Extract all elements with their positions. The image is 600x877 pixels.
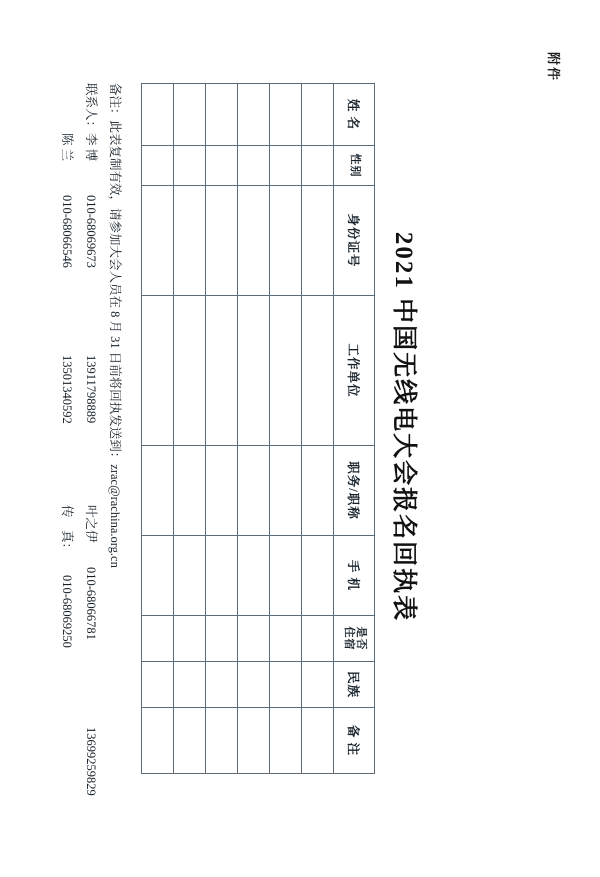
contact-name: 李 博 bbox=[84, 133, 99, 162]
cell-gender[interactable] bbox=[270, 146, 302, 186]
cell-accommodation[interactable] bbox=[270, 616, 302, 662]
column-header-accommodation-line2: 住宿 bbox=[343, 626, 355, 651]
cell-gender[interactable] bbox=[302, 146, 334, 186]
contact-item bbox=[55, 133, 79, 505]
cell-name[interactable] bbox=[142, 84, 174, 146]
cell-accommodation[interactable] bbox=[142, 616, 174, 662]
table-row[interactable] bbox=[270, 84, 302, 774]
cell-work-unit[interactable] bbox=[302, 296, 334, 446]
cell-remark[interactable] bbox=[238, 708, 270, 774]
contact-block bbox=[55, 83, 103, 796]
column-header-name: 姓 名 bbox=[334, 84, 375, 146]
cell-accommodation[interactable] bbox=[302, 616, 334, 662]
remark-text: 此表复制有效，请参加大会人员在 8 月 31 日前将回执发送到：zrac@rachina.org.cn bbox=[108, 120, 122, 568]
cell-gender[interactable] bbox=[238, 146, 270, 186]
table-row[interactable] bbox=[238, 84, 270, 774]
table-row[interactable] bbox=[142, 84, 174, 774]
cell-id-number[interactable] bbox=[206, 186, 238, 296]
cell-gender[interactable] bbox=[206, 146, 238, 186]
contact-name: 叶之伊 bbox=[84, 505, 99, 543]
cell-mobile[interactable] bbox=[270, 536, 302, 616]
column-header-mobile: 手 机 bbox=[334, 536, 375, 616]
contact-mobile: 13699259829 bbox=[84, 727, 99, 796]
contact-name: 陈 兰 bbox=[60, 133, 75, 162]
cell-title[interactable] bbox=[174, 446, 206, 536]
column-header-remark: 备 注 bbox=[334, 708, 375, 774]
cell-work-unit[interactable] bbox=[142, 296, 174, 446]
column-header-id-number: 身份证号 bbox=[334, 186, 375, 296]
cell-mobile[interactable] bbox=[206, 536, 238, 616]
fax-number: 010-68069250 bbox=[60, 575, 75, 648]
contact-telephone: 010-68069673 bbox=[84, 195, 99, 268]
cell-mobile[interactable] bbox=[174, 536, 206, 616]
column-header-work-unit: 工作单位 bbox=[334, 296, 375, 446]
cell-work-unit[interactable] bbox=[174, 296, 206, 446]
contact-telephone: 010-68066781 bbox=[84, 567, 99, 640]
page-title: 2021 中国无线电大会报名回执表 bbox=[390, 231, 417, 623]
column-header-gender bbox=[334, 146, 375, 186]
cell-id-number[interactable] bbox=[270, 186, 302, 296]
cell-title[interactable] bbox=[206, 446, 238, 536]
cell-accommodation[interactable] bbox=[238, 616, 270, 662]
cell-work-unit[interactable] bbox=[238, 296, 270, 446]
table-body bbox=[142, 84, 334, 774]
cell-gender[interactable] bbox=[142, 146, 174, 186]
cell-gender[interactable] bbox=[174, 146, 206, 186]
table-header-row bbox=[334, 84, 375, 774]
fax-item bbox=[55, 505, 79, 877]
cell-ethnicity[interactable] bbox=[270, 662, 302, 708]
cell-name[interactable] bbox=[174, 84, 206, 146]
cell-id-number[interactable] bbox=[142, 186, 174, 296]
cell-id-number[interactable] bbox=[238, 186, 270, 296]
remark-label: 备注： bbox=[108, 83, 122, 121]
cell-remark[interactable] bbox=[174, 708, 206, 774]
cell-ethnicity[interactable] bbox=[206, 662, 238, 708]
cell-ethnicity[interactable] bbox=[174, 662, 206, 708]
cell-ethnicity[interactable] bbox=[302, 662, 334, 708]
cell-mobile[interactable] bbox=[238, 536, 270, 616]
column-header-gender-line1: 性别 bbox=[348, 153, 361, 178]
cell-remark[interactable] bbox=[206, 708, 238, 774]
cell-work-unit[interactable] bbox=[206, 296, 238, 446]
cell-remark[interactable] bbox=[270, 708, 302, 774]
fax-label: 传 真： bbox=[60, 505, 75, 556]
secondary-contact-column bbox=[55, 505, 103, 877]
column-header-accommodation bbox=[334, 616, 375, 662]
cell-title[interactable] bbox=[270, 446, 302, 536]
column-header-accommodation-line1: 是否 bbox=[354, 626, 367, 651]
contact-mobile: 13501340592 bbox=[60, 355, 75, 424]
cell-id-number[interactable] bbox=[302, 186, 334, 296]
contact-item bbox=[79, 505, 103, 877]
column-header-ethnicity: 民族 bbox=[334, 662, 375, 708]
registration-table bbox=[141, 83, 375, 774]
cell-name[interactable] bbox=[238, 84, 270, 146]
contact-telephone: 010-68066546 bbox=[60, 195, 75, 268]
cell-title[interactable] bbox=[302, 446, 334, 536]
cell-ethnicity[interactable] bbox=[238, 662, 270, 708]
cell-id-number[interactable] bbox=[174, 186, 206, 296]
table-row[interactable] bbox=[302, 84, 334, 774]
cell-accommodation[interactable] bbox=[174, 616, 206, 662]
footer-notes bbox=[55, 83, 126, 796]
cell-ethnicity[interactable] bbox=[142, 662, 174, 708]
cell-work-unit[interactable] bbox=[270, 296, 302, 446]
cell-name[interactable] bbox=[302, 84, 334, 146]
cell-name[interactable] bbox=[206, 84, 238, 146]
contact-list bbox=[55, 133, 103, 505]
remark-line bbox=[102, 83, 126, 783]
cell-name[interactable] bbox=[270, 84, 302, 146]
attachment-label: 附件 bbox=[546, 52, 561, 83]
column-header-title: 职务/职称 bbox=[334, 446, 375, 536]
contact-label: 联系人： bbox=[84, 83, 99, 134]
table-row[interactable] bbox=[174, 84, 206, 774]
cell-title[interactable] bbox=[238, 446, 270, 536]
cell-remark[interactable] bbox=[302, 708, 334, 774]
cell-remark[interactable] bbox=[142, 708, 174, 774]
table-row[interactable] bbox=[206, 84, 238, 774]
cell-title[interactable] bbox=[142, 446, 174, 536]
contact-item bbox=[79, 133, 103, 505]
cell-mobile[interactable] bbox=[142, 536, 174, 616]
cell-accommodation[interactable] bbox=[206, 616, 238, 662]
cell-mobile[interactable] bbox=[302, 536, 334, 616]
contact-mobile: 13911798889 bbox=[84, 355, 99, 424]
